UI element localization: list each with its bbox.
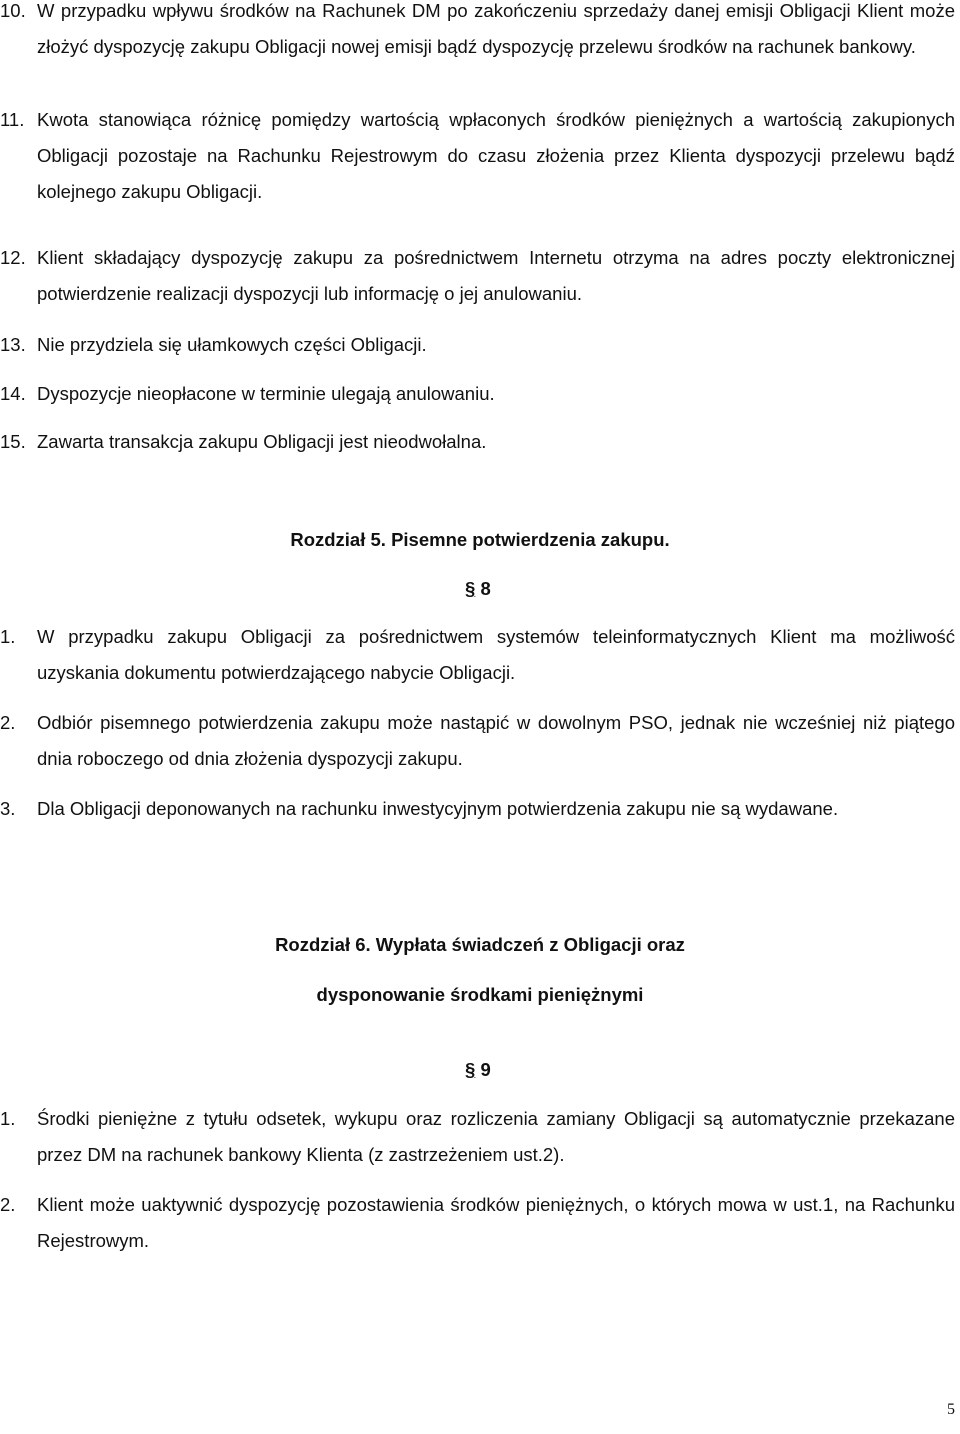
- item-number: 1.: [0, 1108, 16, 1129]
- section-8-mark: [465, 576, 491, 602]
- chapter-6-item-1: [0, 1101, 955, 1173]
- item-text: Klient składający dyspozycję zakupu za pośrednictwem Internetu otrzyma na adres poczty elektronicznej potwierdzenie realizacji dyspozycji lub informację o jej anulowaniu.: [37, 247, 955, 304]
- item-number: 11.: [0, 109, 25, 130]
- item-number: 14.: [0, 383, 26, 404]
- section-number: 8: [480, 578, 491, 599]
- list-item-15: [0, 424, 955, 460]
- chapter-5-item-2: [0, 705, 955, 777]
- item-number: 12.: [0, 247, 26, 268]
- section-9-mark: [465, 1057, 491, 1083]
- chapter-6-heading-line-2: dysponowanie środkami pieniężnymi: [316, 984, 644, 1005]
- item-number: 15.: [0, 431, 26, 452]
- item-text: W przypadku zakupu Obligacji za pośrednictwem systemów teleinformatycznych Klient ma możliwość uzyskania dokumentu potwierdzającego nabycie Obligacji.: [37, 626, 955, 683]
- item-text: Klient może uaktywnić dyspozycję pozostawienia środków pieniężnych, o których mowa w ust.1, na Rachunku Rejestrowym.: [37, 1194, 955, 1251]
- list-item-12: [0, 240, 955, 312]
- item-text: Środki pieniężne z tytułu odsetek, wykupu oraz rozliczenia zamiany Obligacji są automatycznie przekazane przez DM na rachunek bankowy Klienta (z zastrzeżeniem ust.2).: [37, 1108, 955, 1165]
- chapter-5-item-1: [0, 619, 955, 691]
- chapter-5-heading: Rozdział 5. Pisemne potwierdzenia zakupu.: [290, 529, 670, 550]
- chapter-5-item-3: [0, 791, 955, 827]
- page-number: 5: [947, 1401, 955, 1418]
- item-text: Nie przydziela się ułamkowych części Obligacji.: [37, 334, 427, 355]
- item-number: 10.: [0, 0, 26, 21]
- list-item-13: [0, 327, 955, 363]
- item-text: W przypadku wpływu środków na Rachunek DM po zakończeniu sprzedaży danej emisji Obligacji Klient może złożyć dyspozycję zakupu Obligacji nowej emisji bądź dyspozycję przelewu środków na rachunek bankowy.: [37, 0, 955, 57]
- item-text: Dyspozycje nieopłacone w terminie ulegają anulowaniu.: [37, 383, 495, 404]
- item-text: Zawarta transakcja zakupu Obligacji jest nieodwołalna.: [37, 431, 487, 452]
- item-text: Kwota stanowiąca różnicę pomiędzy wartością wpłaconych środków pieniężnych a wartością zakupionych Obligacji pozostaje na Rachunku Rejestrowym do czasu złożenia przez Klienta dyspozycji przelewu bądź kolejnego zakupu Obligacji.: [37, 109, 955, 202]
- item-number: 13.: [0, 334, 26, 355]
- item-number: 3.: [0, 798, 16, 819]
- item-number: 1.: [0, 626, 16, 647]
- item-text: Odbiór pisemnego potwierdzenia zakupu może nastąpić w dowolnym PSO, jednak nie wcześniej niż piątego dnia roboczego od dnia złożenia dyspozycji zakupu.: [37, 712, 955, 769]
- list-item-11: [0, 102, 955, 210]
- section-number: 9: [480, 1059, 491, 1080]
- list-item-14: [0, 376, 955, 412]
- chapter-6-item-2: [0, 1187, 955, 1259]
- section-sign: §: [465, 1059, 476, 1080]
- section-sign: §: [465, 578, 476, 599]
- chapter-6-heading-line-1: Rozdział 6. Wypłata świadczeń z Obligacji oraz: [275, 934, 685, 955]
- item-number: 2.: [0, 712, 16, 733]
- item-text: Dla Obligacji deponowanych na rachunku inwestycyjnym potwierdzenia zakupu nie są wydawane.: [37, 798, 839, 819]
- list-item-10: [0, 0, 955, 65]
- item-number: 2.: [0, 1194, 16, 1215]
